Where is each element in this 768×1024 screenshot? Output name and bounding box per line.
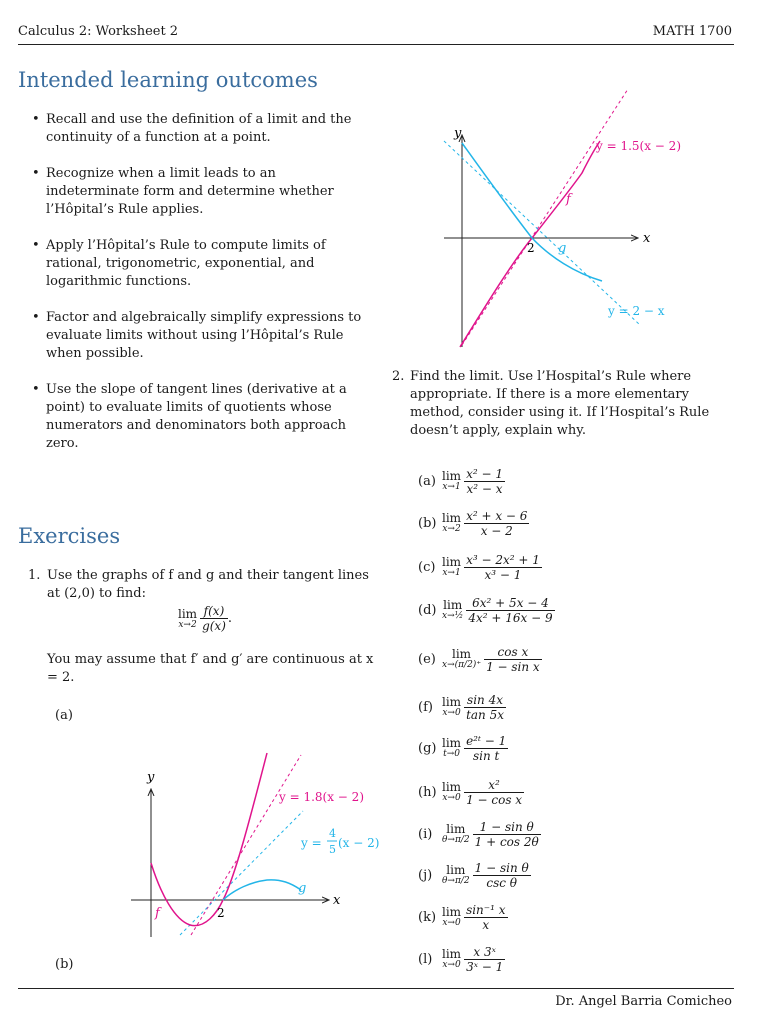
limit-subscript: x→0 xyxy=(442,708,461,718)
limit-item-label: (b) xyxy=(418,515,437,531)
limit-numerator: f(x) xyxy=(203,604,225,618)
limit-denominator: 3ˣ − 1 xyxy=(466,959,504,974)
limit-numerator: 1 − sin θ xyxy=(479,819,534,834)
limit-fraction xyxy=(464,467,505,496)
limit-numerator: x² + x − 6 xyxy=(466,508,528,523)
limit-subscript: x→1 xyxy=(442,482,461,492)
limit-numerator: x² − 1 xyxy=(466,466,503,481)
lim-word: lim xyxy=(178,606,198,621)
limit-fraction xyxy=(464,778,524,807)
limit-subscript: θ→π/2 xyxy=(442,876,470,886)
limit-numerator: x 3ˣ xyxy=(473,944,496,959)
limit-operator xyxy=(442,599,463,621)
limit-numerator: x³ − 2x² + 1 xyxy=(466,552,540,567)
lim-word: lim xyxy=(442,736,462,750)
limit-subscript: t→0 xyxy=(443,749,460,759)
outcomes-title: Intended learning outcomes xyxy=(18,68,318,92)
point-label: 2 xyxy=(527,241,535,255)
exercise-2-text: Find the limit. Use l’Hospital’s Rule where appropriate. If there is a more elementary method, consider using it. If l’Hospital’s Rule doesn’t apply, explain why. xyxy=(410,369,710,438)
limit-item-label: (j) xyxy=(418,867,433,883)
footer-rule xyxy=(18,988,734,989)
limit-operator xyxy=(442,906,461,928)
limit-subscript: x→0 xyxy=(442,918,461,928)
point-label: 2 xyxy=(217,906,225,920)
tangent-g-prefix: y = xyxy=(301,836,322,850)
limit-operator xyxy=(442,648,481,670)
limit-item-label: (i) xyxy=(418,826,433,842)
tangent-g-suffix: (x − 2) xyxy=(338,836,380,850)
outcome-item: • Recall and use the definition of a limit and the continuity of a function at a point. xyxy=(32,111,372,147)
lim-word: lim xyxy=(442,469,462,483)
outcome-item: • Apply l’Hôpital’s Rule to compute limits of rational, trigonometric, exponential, and logarithmic functions. xyxy=(32,237,372,291)
part-a-label: (a) xyxy=(55,708,73,723)
limit-item xyxy=(418,689,506,725)
limit-item-label: (c) xyxy=(418,559,436,575)
limit-fraction xyxy=(484,645,542,674)
limit-item xyxy=(418,549,542,585)
outcome-item: • Factor and algebraically simplify expressions to evaluate limits without using l’Hôpital’s Rule when possible. xyxy=(32,309,372,363)
limit-item-label: (a) xyxy=(418,473,436,489)
lim-word: lim xyxy=(442,780,462,794)
limit-operator xyxy=(442,864,470,886)
limit-subscript: θ→π/2 xyxy=(442,835,470,845)
limit-item xyxy=(418,774,524,810)
limit-fraction xyxy=(464,553,542,582)
exercise-1-text: Use the graphs of f and g and their tangent lines at (2,0) to find: xyxy=(47,568,369,601)
limit-numerator: 6x² + 5x − 4 xyxy=(472,595,549,610)
limit-numerator: cos x xyxy=(497,644,529,659)
g-curve-label: g xyxy=(558,241,567,256)
y-axis-label: y xyxy=(454,126,462,141)
exercise-2-number: 2. xyxy=(392,369,405,384)
limit-subscript: x→0 xyxy=(442,793,461,803)
tangent-f-label: y = 1.8(x − 2) xyxy=(279,790,364,804)
exercises-title: Exercises xyxy=(18,524,121,548)
limit-subscript: x→0 xyxy=(442,960,461,970)
limit-item xyxy=(418,730,508,766)
limit-denominator: x³ − 1 xyxy=(464,567,542,582)
outcome-item: • Use the slope of tangent lines (derivative at a point) to evaluate limits of quotients whose numerators and denominators both approach zero. xyxy=(32,381,372,453)
limit-numerator: sin⁻¹ x xyxy=(466,902,506,917)
limit-numerator: e²ᵗ − 1 xyxy=(466,733,507,748)
limit-item-label: (k) xyxy=(418,909,437,925)
curve-g xyxy=(462,143,602,281)
limit-fraction xyxy=(473,861,531,890)
limit-numerator: x² xyxy=(488,777,500,792)
x-axis-label: x xyxy=(643,231,651,246)
limit-fraction xyxy=(464,945,505,974)
limit-operator xyxy=(442,696,461,718)
footer-author: Dr. Angel Barria Comicheo xyxy=(555,994,732,1009)
tangent-f-line xyxy=(191,755,301,935)
lim-word: lim xyxy=(442,905,462,919)
header-rule xyxy=(18,44,734,45)
x-axis-label: x xyxy=(333,893,341,908)
exercise-1-number: 1. xyxy=(28,568,41,583)
limit-denominator: 1 − cos x xyxy=(466,792,523,807)
y-axis-label: y xyxy=(147,770,155,785)
lim-word: lim xyxy=(446,863,466,877)
limit-operator xyxy=(442,556,461,578)
limit-subscript: x→1 xyxy=(442,568,461,578)
limit-denominator: sin t xyxy=(464,748,508,763)
limit-fraction xyxy=(464,734,508,763)
limit-fraction xyxy=(464,693,506,722)
lim-word: lim xyxy=(443,598,463,612)
part-b-label: (b) xyxy=(55,957,74,972)
exercise-1-limit: lim x→2 $\frac{f(x)}{g(x)}$ . xyxy=(178,604,233,633)
limit-item-label: (d) xyxy=(418,602,437,618)
limit-numerator: 1 − sin θ xyxy=(474,860,529,875)
limit-item-label: (l) xyxy=(418,951,433,967)
tangent-f-label: y = 1.5(x − 2) xyxy=(596,139,681,153)
limit-fraction xyxy=(464,509,529,538)
lim-word: lim xyxy=(442,511,462,525)
limit-subscript: x→(π/2)⁺ xyxy=(442,660,482,670)
graph-a xyxy=(125,745,380,945)
lim-word: lim xyxy=(442,555,462,569)
outcomes-list xyxy=(32,111,372,471)
limit-denominator: 1 − sin x xyxy=(486,659,540,674)
lim-word: lim xyxy=(442,695,462,709)
limit-denominator: x xyxy=(464,917,507,932)
curve-g xyxy=(223,880,301,900)
limit-operator xyxy=(442,823,470,845)
limit-item-label: (g) xyxy=(418,740,437,756)
limit-denominator: x − 2 xyxy=(464,523,529,538)
tangent-g-line xyxy=(444,141,640,325)
limit-denominator: tan 5x xyxy=(466,707,504,722)
limit-item-label: (h) xyxy=(418,784,437,800)
limit-item xyxy=(418,641,542,677)
g-curve-label: g xyxy=(298,881,307,896)
tangent-f-line xyxy=(462,89,628,345)
tangent-g-denominator: 5 xyxy=(329,843,336,856)
limit-numerator: sin 4x xyxy=(467,692,503,707)
limit-subscript: x→2 xyxy=(442,524,461,534)
tangent-g-label: y = 2 − x xyxy=(608,304,665,318)
header-right: MATH 1700 xyxy=(652,24,732,39)
limit-fraction xyxy=(464,903,507,932)
limit-subscript: x→½ xyxy=(442,611,464,621)
limit-denominator: 1 + cos 2θ xyxy=(474,834,539,849)
limit-item xyxy=(418,505,529,541)
limit-item-label: (f) xyxy=(418,699,433,715)
lim-word: lim xyxy=(442,947,462,961)
limit-item xyxy=(418,816,541,852)
limit-denominator: 4x² + 16x − 9 xyxy=(468,610,553,625)
limit-item xyxy=(418,899,508,935)
lim-sub: x→2 xyxy=(178,619,197,630)
outcome-item: • Recognize when a limit leads to an indeterminate form and determine whether l’Hôpital’s Rule applies. xyxy=(32,165,372,219)
limit-operator xyxy=(442,512,461,534)
limit-denominator: g(x) xyxy=(202,619,226,633)
limit-denominator: csc θ xyxy=(473,875,531,890)
tangent-g-numerator: 4 xyxy=(329,827,336,840)
limit-item xyxy=(418,857,531,893)
limit-item xyxy=(418,941,505,977)
lim-word: lim xyxy=(452,647,472,661)
graph-b xyxy=(440,85,680,350)
header-left: Calculus 2: Worksheet 2 xyxy=(18,24,179,39)
limit-operator xyxy=(442,470,461,492)
tangent-g-line xyxy=(180,811,303,935)
limit-operator xyxy=(442,737,461,759)
limit-denominator: x² − x xyxy=(464,481,505,496)
lim-word: lim xyxy=(446,822,466,836)
exercise-1-note: You may assume that f′ and g′ are continuous at x = 2. xyxy=(47,652,374,685)
limit-item xyxy=(418,463,505,499)
limit-operator xyxy=(442,781,461,803)
limit-fraction xyxy=(466,596,554,625)
f-curve-label: f xyxy=(566,192,571,207)
limit-item-label: (e) xyxy=(418,651,436,667)
limit-operator xyxy=(442,948,461,970)
f-curve-label: f xyxy=(155,906,160,921)
limit-item xyxy=(418,592,555,628)
limit-fraction xyxy=(473,820,541,849)
